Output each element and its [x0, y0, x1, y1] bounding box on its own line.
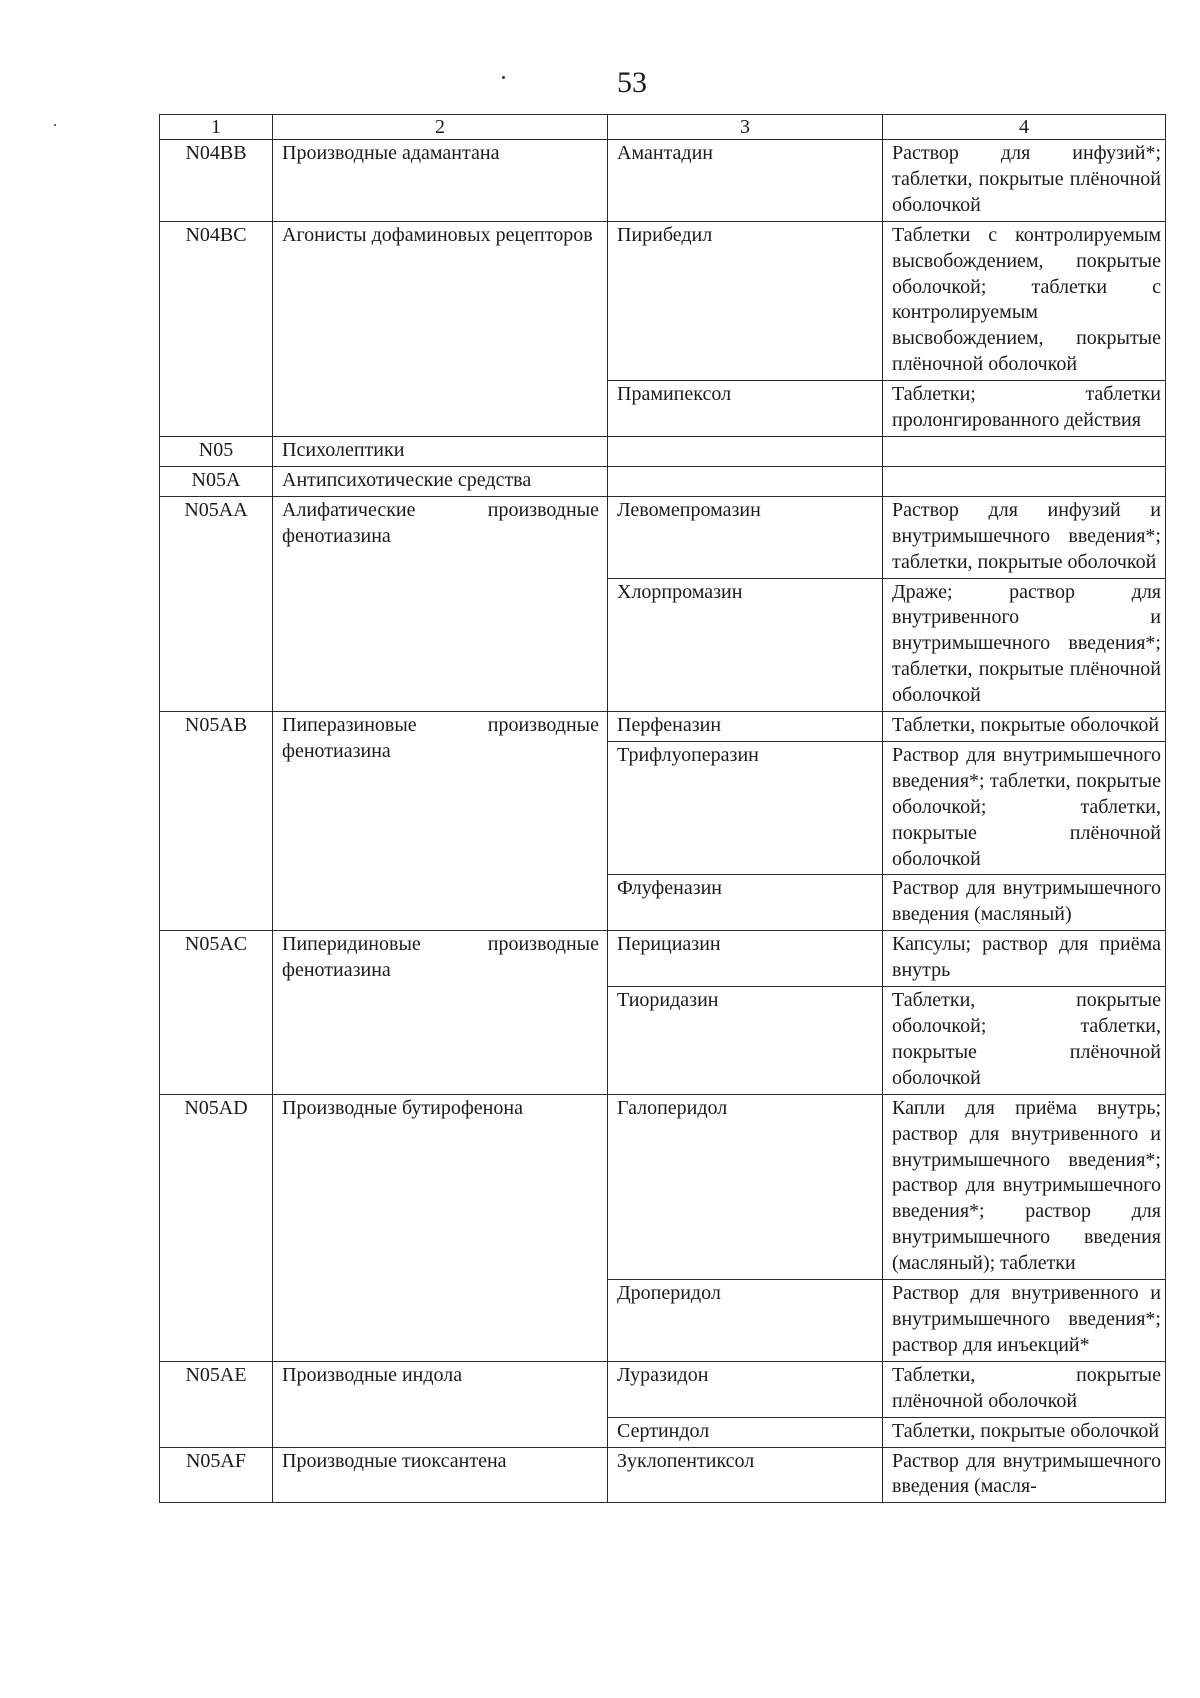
dosage-form-cell: Раствор для внутримышечного введения (масля- — [883, 1447, 1166, 1503]
dosage-form-cell: Раствор для внутримышечного введения (масляный) — [883, 875, 1166, 931]
drug-name-cell: Зуклопентиксол — [608, 1447, 883, 1503]
drug-name-cell: Амантадин — [608, 140, 883, 222]
drug-name-cell: Левомепромазин — [608, 496, 883, 578]
table-row — [160, 1447, 1166, 1503]
header-cell: 2 — [273, 115, 608, 140]
scan-speck — [502, 76, 505, 79]
dosage-form-cell: Раствор для внутривенного и внутримышечного введения*; раствор для инъекций* — [883, 1280, 1166, 1362]
drug-name-cell: Сертиндол — [608, 1417, 883, 1447]
group-name-cell: Антипсихотические средства — [273, 466, 608, 496]
dosage-form-cell: Таблетки, покрытые оболочкой; таблетки, покрытые плёночной оболочкой — [883, 987, 1166, 1095]
atc-code-cell: N05AD — [160, 1094, 273, 1361]
dosage-form-cell: Таблетки с контролируемым высвобождением, покрытые оболочкой; таблетки с контролируемым высвобождением, покрытые плёночной оболочкой — [883, 221, 1166, 380]
drug-table — [159, 114, 1166, 1503]
header-cell: 1 — [160, 115, 273, 140]
drug-name-cell: Перициазин — [608, 931, 883, 987]
page-number: 53 — [617, 66, 647, 99]
group-name-cell: Агонисты дофаминовых рецепторов — [273, 221, 608, 436]
dosage-form-cell: Раствор для внутримышечного введения*; таблетки, покрытые оболочкой; таблетки, покрытые плёночной оболочкой — [883, 741, 1166, 875]
dosage-form-cell: Капсулы; раствор для приёма внутрь — [883, 931, 1166, 987]
header-cell: 4 — [883, 115, 1166, 140]
table-body — [160, 115, 1166, 1503]
group-name-cell: Производные тиоксантена — [273, 1447, 608, 1503]
group-name-cell: Производные бутирофенона — [273, 1094, 608, 1361]
table-row — [160, 496, 1166, 578]
atc-code-cell: N05A — [160, 466, 273, 496]
group-name-cell: Производные адамантана — [273, 140, 608, 222]
group-name-cell: Производные индола — [273, 1361, 608, 1447]
drug-name-cell: Трифлуоперазин — [608, 741, 883, 875]
table-row — [160, 466, 1166, 496]
drug-name-cell: Перфеназин — [608, 712, 883, 742]
table-row — [160, 436, 1166, 466]
dosage-form-cell: Раствор для инфузий и внутримышечного введения*; таблетки, покрытые оболочкой — [883, 496, 1166, 578]
drug-name-cell: Флуфеназин — [608, 875, 883, 931]
dosage-form-cell — [883, 436, 1166, 466]
atc-code-cell: N05AB — [160, 712, 273, 931]
drug-name-cell — [608, 466, 883, 496]
atc-code-cell: N05AF — [160, 1447, 273, 1503]
table-row — [160, 1094, 1166, 1279]
scan-speck — [54, 124, 56, 126]
dosage-form-cell: Драже; раствор для внутривенного и внутримышечного введения*; таблетки, покрытые плёночной оболочкой — [883, 578, 1166, 712]
group-name-cell: Психолептики — [273, 436, 608, 466]
drug-name-cell: Пирибедил — [608, 221, 883, 380]
atc-code-cell: N05AA — [160, 496, 273, 711]
dosage-form-cell: Раствор для инфузий*; таблетки, покрытые плёночной оболочкой — [883, 140, 1166, 222]
atc-code-cell: N05 — [160, 436, 273, 466]
header-cell: 3 — [608, 115, 883, 140]
drug-name-cell — [608, 436, 883, 466]
group-name-cell: Пиперидиновые производные фенотиазина — [273, 931, 608, 1094]
drug-name-cell: Луразидон — [608, 1361, 883, 1417]
atc-code-cell: N04BC — [160, 221, 273, 436]
table-header-row — [160, 115, 1166, 140]
dosage-form-cell: Таблетки; таблетки пролонгированного действия — [883, 381, 1166, 437]
table-row — [160, 931, 1166, 987]
drug-name-cell: Прамипексол — [608, 381, 883, 437]
atc-code-cell: N05AE — [160, 1361, 273, 1447]
drug-name-cell: Галоперидол — [608, 1094, 883, 1279]
dosage-form-cell: Таблетки, покрытые оболочкой — [883, 712, 1166, 742]
dosage-form-cell: Капли для приёма внутрь; раствор для внутривенного и внутримышечного введения*; раствор для внутримышечного введения*; раствор для внутримышечного введения (масляный); таблетки — [883, 1094, 1166, 1279]
table-row — [160, 221, 1166, 380]
dosage-form-cell: Таблетки, покрытые плёночной оболочкой — [883, 1361, 1166, 1417]
drug-name-cell: Хлорпромазин — [608, 578, 883, 712]
table-row — [160, 1361, 1166, 1417]
atc-code-cell: N05AC — [160, 931, 273, 1094]
table-row — [160, 140, 1166, 222]
dosage-form-cell — [883, 466, 1166, 496]
atc-code-cell: N04BB — [160, 140, 273, 222]
dosage-form-cell: Таблетки, покрытые оболочкой — [883, 1417, 1166, 1447]
table-row — [160, 712, 1166, 742]
group-name-cell: Алифатические производные фенотиазина — [273, 496, 608, 711]
drug-name-cell: Дроперидол — [608, 1280, 883, 1362]
group-name-cell: Пиперазиновые производные фенотиазина — [273, 712, 608, 931]
drug-name-cell: Тиоридазин — [608, 987, 883, 1095]
